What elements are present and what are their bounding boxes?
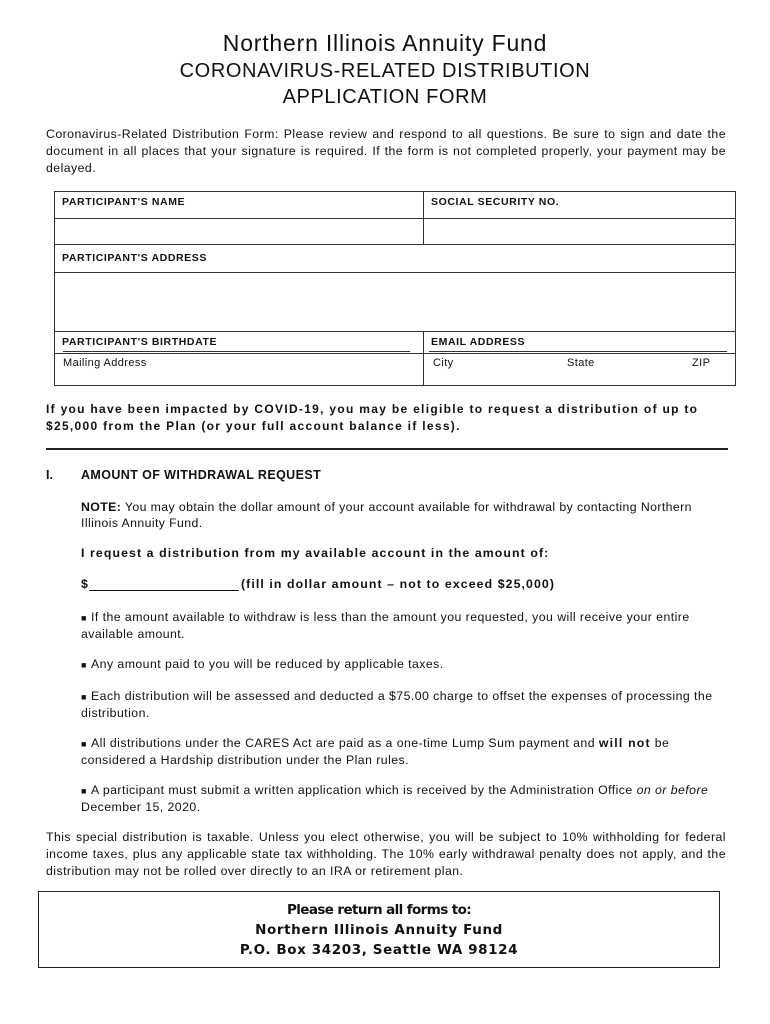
amount-line bbox=[81, 577, 555, 591]
form-title: Northern Illinois Annuity Fund bbox=[222, 30, 548, 56]
email-field[interactable] bbox=[424, 354, 735, 385]
note-text: You may obtain the dollar amount of your account available for withdrawal by contacting Northern Illinois Annuity Fund. bbox=[81, 500, 692, 530]
email-cell bbox=[424, 332, 735, 385]
address-field[interactable] bbox=[55, 273, 735, 301]
email-label: EMAIL ADDRESS bbox=[431, 336, 526, 348]
bullet-icon: ■ bbox=[81, 786, 87, 796]
bullet-emphasis: on or before bbox=[636, 783, 709, 797]
request-statement: I request a distribution from my available account in the amount of: bbox=[81, 546, 550, 560]
bullet-text: All distributions under the CARES Act are paid as a one-time Lump Sum payment and bbox=[91, 736, 595, 750]
return-instruction: Please return all forms to: bbox=[286, 902, 472, 918]
bullet-item bbox=[81, 688, 726, 721]
taxable-paragraph: This special distribution is taxable. Unless you elect otherwise, you will be subject to 10% withholding for federal income taxes, plus any applicable state tax withholding. The 10% early withdrawal penalty does not apply, and the distribution may not be rolled over directly to an IRA or retirement plan. bbox=[46, 830, 726, 878]
eligibility-notice: If you have been impacted by COVID-19, you may be eligible to request a distribution of up to $25,000 from the Plan (or your full account balance if less). bbox=[46, 402, 699, 433]
participant-name-label: PARTICIPANT'S NAME bbox=[62, 196, 186, 208]
city-label: City bbox=[433, 357, 454, 369]
return-address: P.O. Box 34203, Seattle WA 98124 bbox=[239, 942, 519, 958]
ssn-field[interactable] bbox=[424, 219, 735, 244]
bullet-text: A participant must submit a written application which is received by the Administration Office bbox=[91, 783, 633, 797]
zip-label: ZIP bbox=[692, 357, 711, 369]
birthdate-email-row bbox=[55, 332, 735, 385]
bullet-text: December 15, 2020. bbox=[81, 800, 201, 814]
bullet-item bbox=[81, 782, 726, 815]
return-address-box bbox=[38, 891, 720, 968]
bullet-icon: ■ bbox=[81, 613, 87, 623]
form-subtitle-2: APPLICATION FORM bbox=[282, 86, 488, 108]
name-ssn-row bbox=[55, 192, 735, 245]
bullet-text: If the amount available to withdraw is less than the amount you requested, you will receive your entire available amount. bbox=[81, 610, 690, 641]
bullet-icon: ■ bbox=[81, 692, 87, 702]
state-label: State bbox=[567, 357, 595, 369]
ssn-label: SOCIAL SECURITY NO. bbox=[431, 196, 560, 208]
bullet-item bbox=[81, 656, 726, 673]
bullet-text: Each distribution will be assessed and deducted a $75.00 charge to offset the expenses of processing the distribution. bbox=[81, 689, 713, 720]
participant-address-label: PARTICIPANT'S ADDRESS bbox=[62, 252, 207, 264]
dollar-sign: $ bbox=[81, 577, 89, 591]
bullet-text: be considered a Hardship distribution under the Plan rules. bbox=[81, 736, 670, 767]
participant-info-table bbox=[54, 191, 736, 386]
form-subtitle-1: CORONAVIRUS-RELATED DISTRIBUTION bbox=[179, 60, 591, 82]
bullet-emphasis: will not bbox=[598, 736, 651, 750]
mailing-address-label: Mailing Address bbox=[63, 357, 147, 369]
amount-hint: (fill in dollar amount – not to exceed $25,000) bbox=[240, 577, 556, 591]
intro-paragraph: Coronavirus-Related Distribution Form: Please review and respond to all questions. Be sure to sign and date the document in all places that your signature is required. If the form is not completed properly, your payment may be delayed. bbox=[46, 127, 726, 175]
note-paragraph bbox=[81, 499, 721, 531]
return-organization: Northern Illinois Annuity Fund bbox=[255, 922, 503, 938]
amount-field[interactable] bbox=[89, 577, 239, 591]
bullet-icon: ■ bbox=[81, 660, 87, 670]
participant-name-cell bbox=[55, 192, 424, 244]
bullet-icon: ■ bbox=[81, 739, 87, 749]
bullet-text: Any amount paid to you will be reduced by applicable taxes. bbox=[91, 657, 444, 671]
participant-name-field[interactable] bbox=[55, 219, 423, 244]
birthdate-cell bbox=[55, 332, 424, 385]
bullet-item bbox=[81, 609, 726, 642]
section-divider bbox=[46, 448, 728, 450]
section-title: AMOUNT OF WITHDRAWAL REQUEST bbox=[81, 468, 322, 482]
note-label: NOTE: bbox=[81, 500, 122, 514]
ssn-cell bbox=[424, 192, 735, 244]
birthdate-field[interactable] bbox=[55, 354, 423, 385]
section-number: I. bbox=[46, 468, 53, 482]
bullet-item bbox=[81, 735, 726, 768]
birthdate-label: PARTICIPANT'S BIRTHDATE bbox=[62, 336, 218, 348]
